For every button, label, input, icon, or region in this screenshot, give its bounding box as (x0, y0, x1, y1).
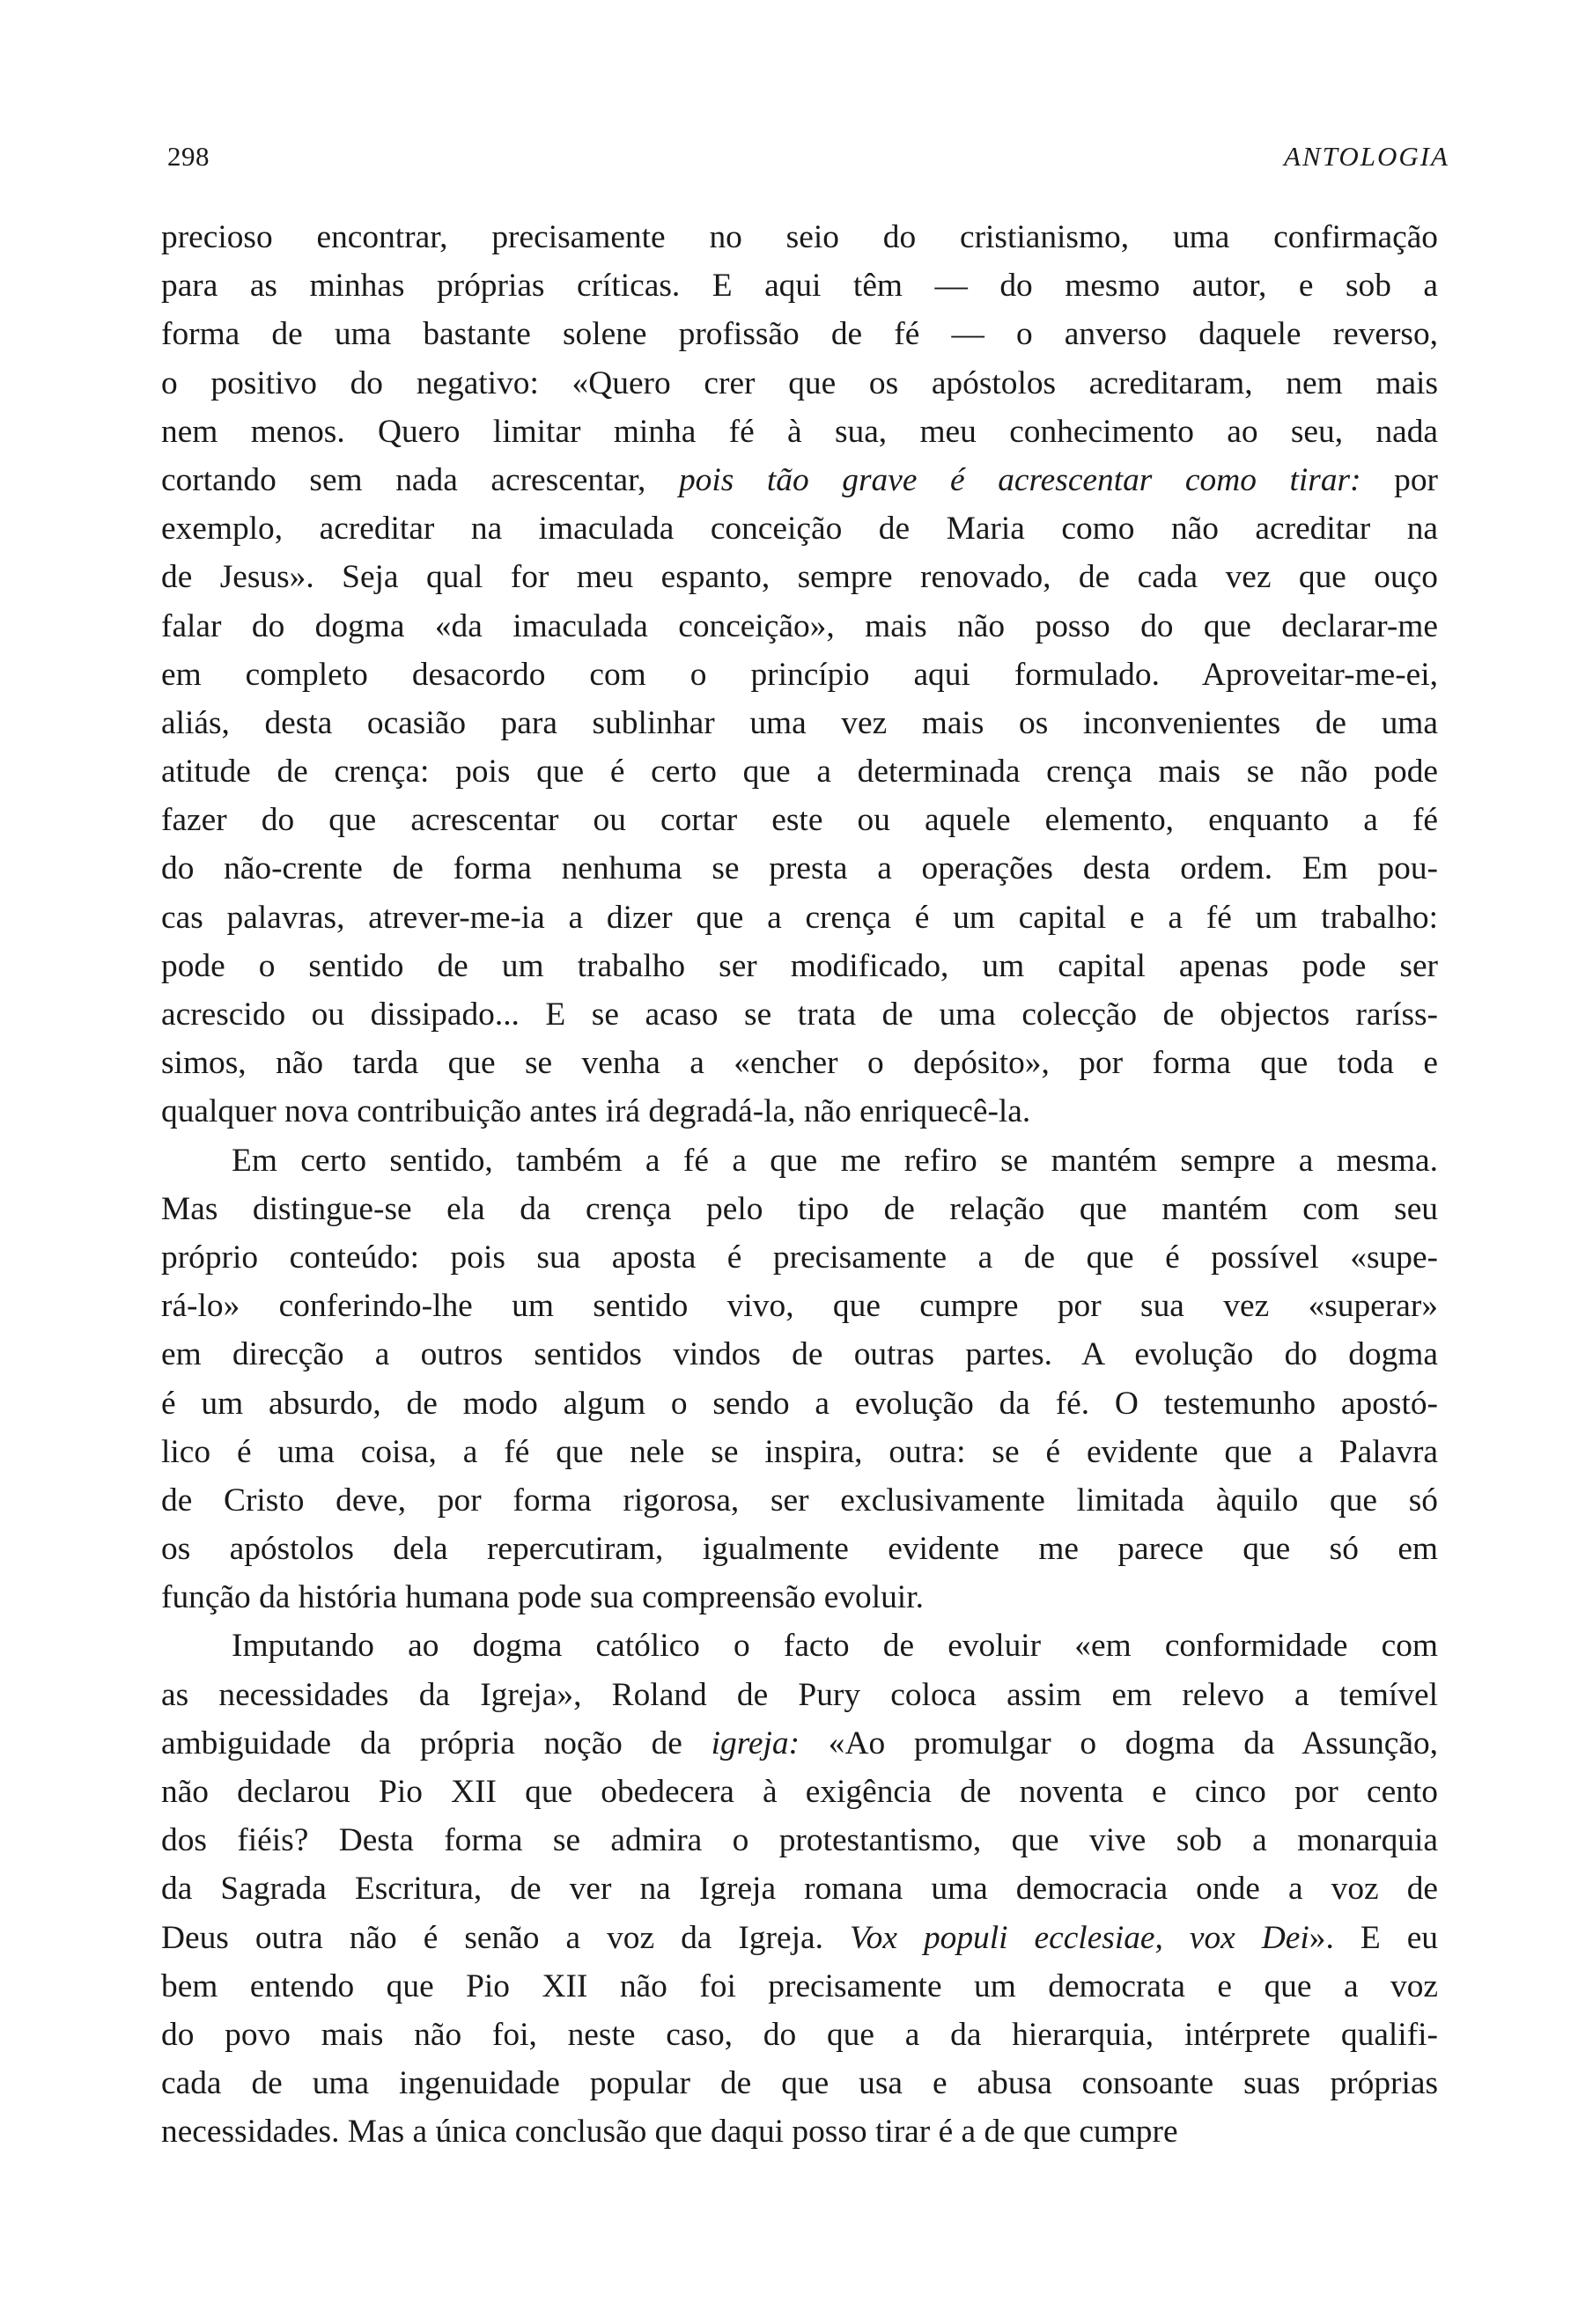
running-head: ANTOLOGIA (1284, 141, 1449, 172)
text-line (161, 1719, 1438, 1768)
text-line (161, 1282, 1438, 1330)
text-segment: em completo desacordo com o princípio aqui formulado. Aproveitar-me-ei, (161, 656, 1438, 693)
text-segment: Imputando ao dogma católico o facto de evoluir «em conformidade com (232, 1628, 1438, 1665)
page-number: 298 (167, 141, 210, 172)
text-line (161, 1962, 1438, 2011)
text-segment: pode o sentido de um trabalho ser modificado, um capital apenas pode ser (161, 947, 1438, 984)
page-header (167, 141, 1449, 176)
italic-text: Vox populi ecclesiae, vox Dei (849, 1919, 1309, 1956)
text-segment: lico é uma coisa, a fé que nele se inspira, outra: se é evidente que a Palavra (161, 1433, 1438, 1470)
text-line (161, 1087, 1438, 1136)
text-segment: do não-crente de forma nenhuma se presta a operações desta ordem. Em pou- (161, 850, 1438, 887)
text-segment: ». E eu (1309, 1919, 1438, 1956)
text-line (161, 310, 1438, 358)
text-line (161, 553, 1438, 601)
text-segment: necessidades. Mas a única conclusão que daqui posso tirar é a de que cumpre (161, 2114, 1178, 2151)
text-segment: em direcção a outros sentidos vindos de outras partes. A evolução do dogma (161, 1336, 1438, 1373)
text-line (161, 1330, 1438, 1379)
text-line (161, 1136, 1438, 1185)
text-segment: do povo mais não foi, neste caso, do que a da hierarquia, intérprete qualifi- (161, 2016, 1438, 2053)
text-segment: não declarou Pio XII que obedecera à exigência de noventa e cinco por cento (161, 1774, 1438, 1810)
text-line (161, 1428, 1438, 1476)
text-line (161, 2059, 1438, 2107)
text-line (161, 1525, 1438, 1573)
text-line (161, 2107, 1438, 2156)
text-line (161, 699, 1438, 747)
text-segment: bem entendo que Pio XII não foi precisamente um democrata e que a voz (161, 1967, 1438, 2004)
text-segment: exemplo, acreditar na imaculada conceição de Maria como não acreditar na (161, 511, 1438, 548)
text-segment: o positivo do negativo: «Quero crer que os apóstolos acreditaram, nem mais (161, 364, 1438, 401)
text-segment: «Ao promulgar o dogma da Assunção, (800, 1725, 1438, 1761)
text-segment: é um absurdo, de modo algum o sendo a evolução da fé. O testemunho apostó- (161, 1385, 1438, 1422)
text-segment: dos fiéis? Desta forma se admira o protestantismo, que vive sob a monarquia (161, 1822, 1438, 1859)
text-line (161, 456, 1438, 504)
text-segment: de Cristo deve, por forma rigorosa, ser exclusivamente limitada àquilo que só (161, 1482, 1438, 1519)
text-line (161, 504, 1438, 553)
text-segment: cada de uma ingenuidade popular de que usa e abusa consoante suas próprias (161, 2065, 1438, 2102)
text-segment: atitude de crença: pois que é certo que a determinada crença mais se não pode (161, 754, 1438, 791)
text-segment: qualquer nova contribuição antes irá degradá-la, não enriquecê-la. (161, 1093, 1031, 1130)
text-line (161, 990, 1438, 1039)
text-line (161, 1816, 1438, 1864)
text-line (161, 1185, 1438, 1233)
text-line (161, 602, 1438, 651)
text-line (161, 844, 1438, 893)
text-line (161, 1573, 1438, 1622)
text-segment: cas palavras, atrever-me-ia a dizer que a crença é um capital e a fé um trabalho: (161, 899, 1438, 936)
text-line (161, 1379, 1438, 1428)
text-line (161, 894, 1438, 942)
text-line (161, 1671, 1438, 1719)
text-line (161, 2011, 1438, 2059)
text-line (161, 651, 1438, 699)
italic-text: pois tão grave é acrescentar como tirar: (678, 461, 1361, 498)
text-segment: precioso encontrar, precisamente no seio do cristianismo, uma confirmação (161, 219, 1438, 255)
paragraph (161, 1622, 1438, 2156)
paragraph (161, 1136, 1438, 1622)
text-segment: Mas distingue-se ela da crença pelo tipo de relação que mantém com seu (161, 1190, 1438, 1227)
text-segment: forma de uma bastante solene profissão de fé — o anverso daquele reverso, (161, 316, 1438, 353)
text-segment: as necessidades da Igreja», Roland de Pury coloca assim em relevo a temível (161, 1676, 1438, 1713)
text-line (161, 261, 1438, 310)
text-segment: função da história humana pode sua compreensão evoluir. (161, 1579, 924, 1616)
paragraph (161, 213, 1438, 1136)
text-line (161, 1039, 1438, 1087)
text-line (161, 1864, 1438, 1913)
text-segment: Deus outra não é senão a voz da Igreja. (161, 1919, 850, 1956)
text-segment: ambiguidade da própria noção de (161, 1725, 712, 1761)
text-line (161, 408, 1438, 456)
text-line (161, 942, 1438, 990)
text-segment: Em certo sentido, também a fé a que me refiro se mantém sempre a mesma. (232, 1142, 1438, 1179)
text-line (161, 213, 1438, 261)
text-segment: acrescido ou dissipado... E se acaso se trata de uma colecção de objectos raríss- (161, 997, 1438, 1033)
text-line (161, 796, 1438, 844)
text-segment: nem menos. Quero limitar minha fé à sua, meu conhecimento ao seu, nada (161, 413, 1438, 450)
body-text (161, 213, 1438, 2238)
italic-text: igreja: (711, 1725, 800, 1761)
text-line (161, 1233, 1438, 1282)
text-segment: falar do dogma «da imaculada conceição», mais não posso do que declarar-me (161, 607, 1438, 644)
text-line (161, 1768, 1438, 1816)
text-segment: fazer do que acrescentar ou cortar este ou aquele elemento, enquanto a fé (161, 802, 1438, 839)
text-segment: por (1360, 461, 1438, 498)
text-segment: rá-lo» conferindo-lhe um sentido vivo, que cumpre por sua vez «superar» (161, 1288, 1438, 1325)
text-segment: simos, não tarda que se venha a «encher o depósito», por forma que toda e (161, 1045, 1438, 1082)
text-segment: para as minhas próprias críticas. E aqui têm — do mesmo autor, e sob a (161, 268, 1438, 305)
text-line (161, 359, 1438, 408)
text-line (161, 747, 1438, 796)
text-segment: da Sagrada Escritura, de ver na Igreja romana uma democracia onde a voz de (161, 1871, 1438, 1908)
text-line (161, 1622, 1438, 1670)
text-line (161, 1476, 1438, 1525)
text-segment: próprio conteúdo: pois sua aposta é precisamente a de que é possível «supe- (161, 1239, 1438, 1276)
text-line (161, 1914, 1438, 1962)
text-segment: os apóstolos dela repercutiram, igualmente evidente me parece que só em (161, 1531, 1438, 1568)
text-segment: aliás, desta ocasião para sublinhar uma vez mais os inconvenientes de uma (161, 704, 1438, 741)
text-segment: cortando sem nada acrescentar, (161, 461, 679, 498)
text-segment: de Jesus». Seja qual for meu espanto, sempre renovado, de cada vez que ouço (161, 559, 1438, 596)
